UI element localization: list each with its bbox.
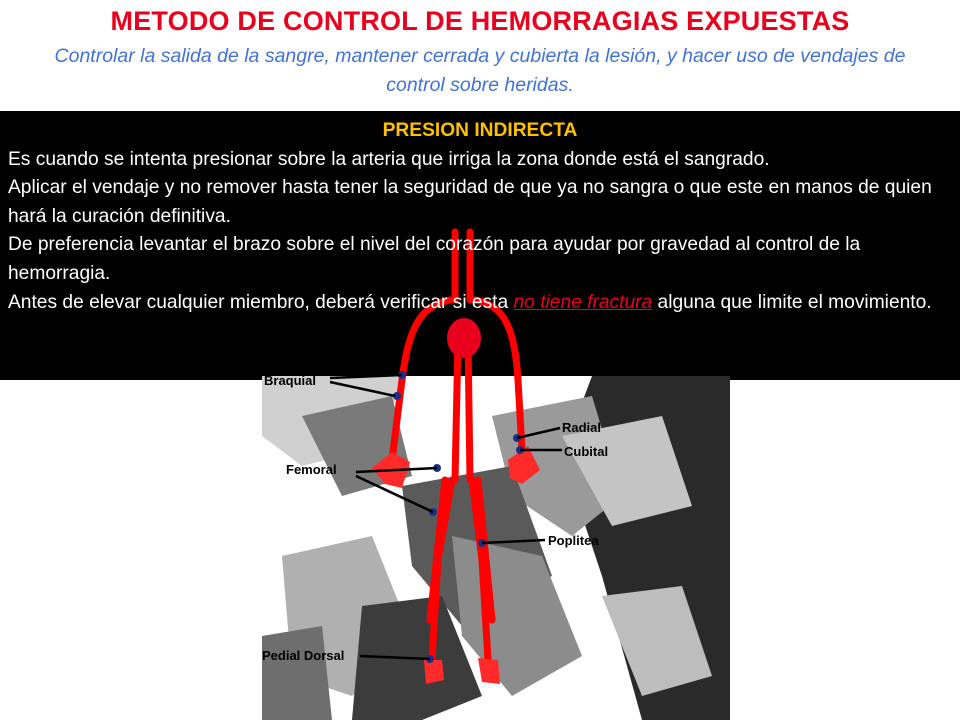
paragraph-3: De preferencia levantar el brazo sobre el nivel del corazón para ayudar por gravedad al control de la hemorragia. [8,234,861,284]
text-box [8,117,952,317]
slide-subtitle: Controlar la salida de la sangre, mantener cerrada y cubierta la lesión, y hacer uso de vendajes de control sobre heridas. [54,45,906,96]
figure-panel [262,376,730,720]
box-heading: PRESION INDIRECTA [382,120,578,141]
paragraph-4-after: alguna que limite el movimiento. [652,291,932,313]
slide-title: METODO DE CONTROL DE HEMORRAGIAS EXPUESTAS [110,6,850,36]
paragraph-4-before: Antes de elevar cualquier miembro, deberá verificar si esta [8,291,514,313]
paragraph-1: Es cuando se intenta presionar sobre la arteria que irriga la zona donde está el sangrado. [8,148,770,170]
paragraph-2: Aplicar el vendaje y no remover hasta tener la seguridad de que ya no sangra o que este en manos de quien hará la curación definitiva. [8,177,932,227]
fracture-emphasis: no tiene fractura [513,291,653,313]
label-cubital: Cubital [564,444,609,459]
label-femoral: Femoral [286,462,337,477]
label-braquial: Braquial [264,373,317,388]
label-pedial-dorsal: Pedial Dorsal [262,648,345,663]
paragraph-4 [8,289,952,318]
background-illustration [262,376,730,720]
label-poplitea: Poplitea [548,533,599,548]
label-radial: Radial [562,420,602,435]
